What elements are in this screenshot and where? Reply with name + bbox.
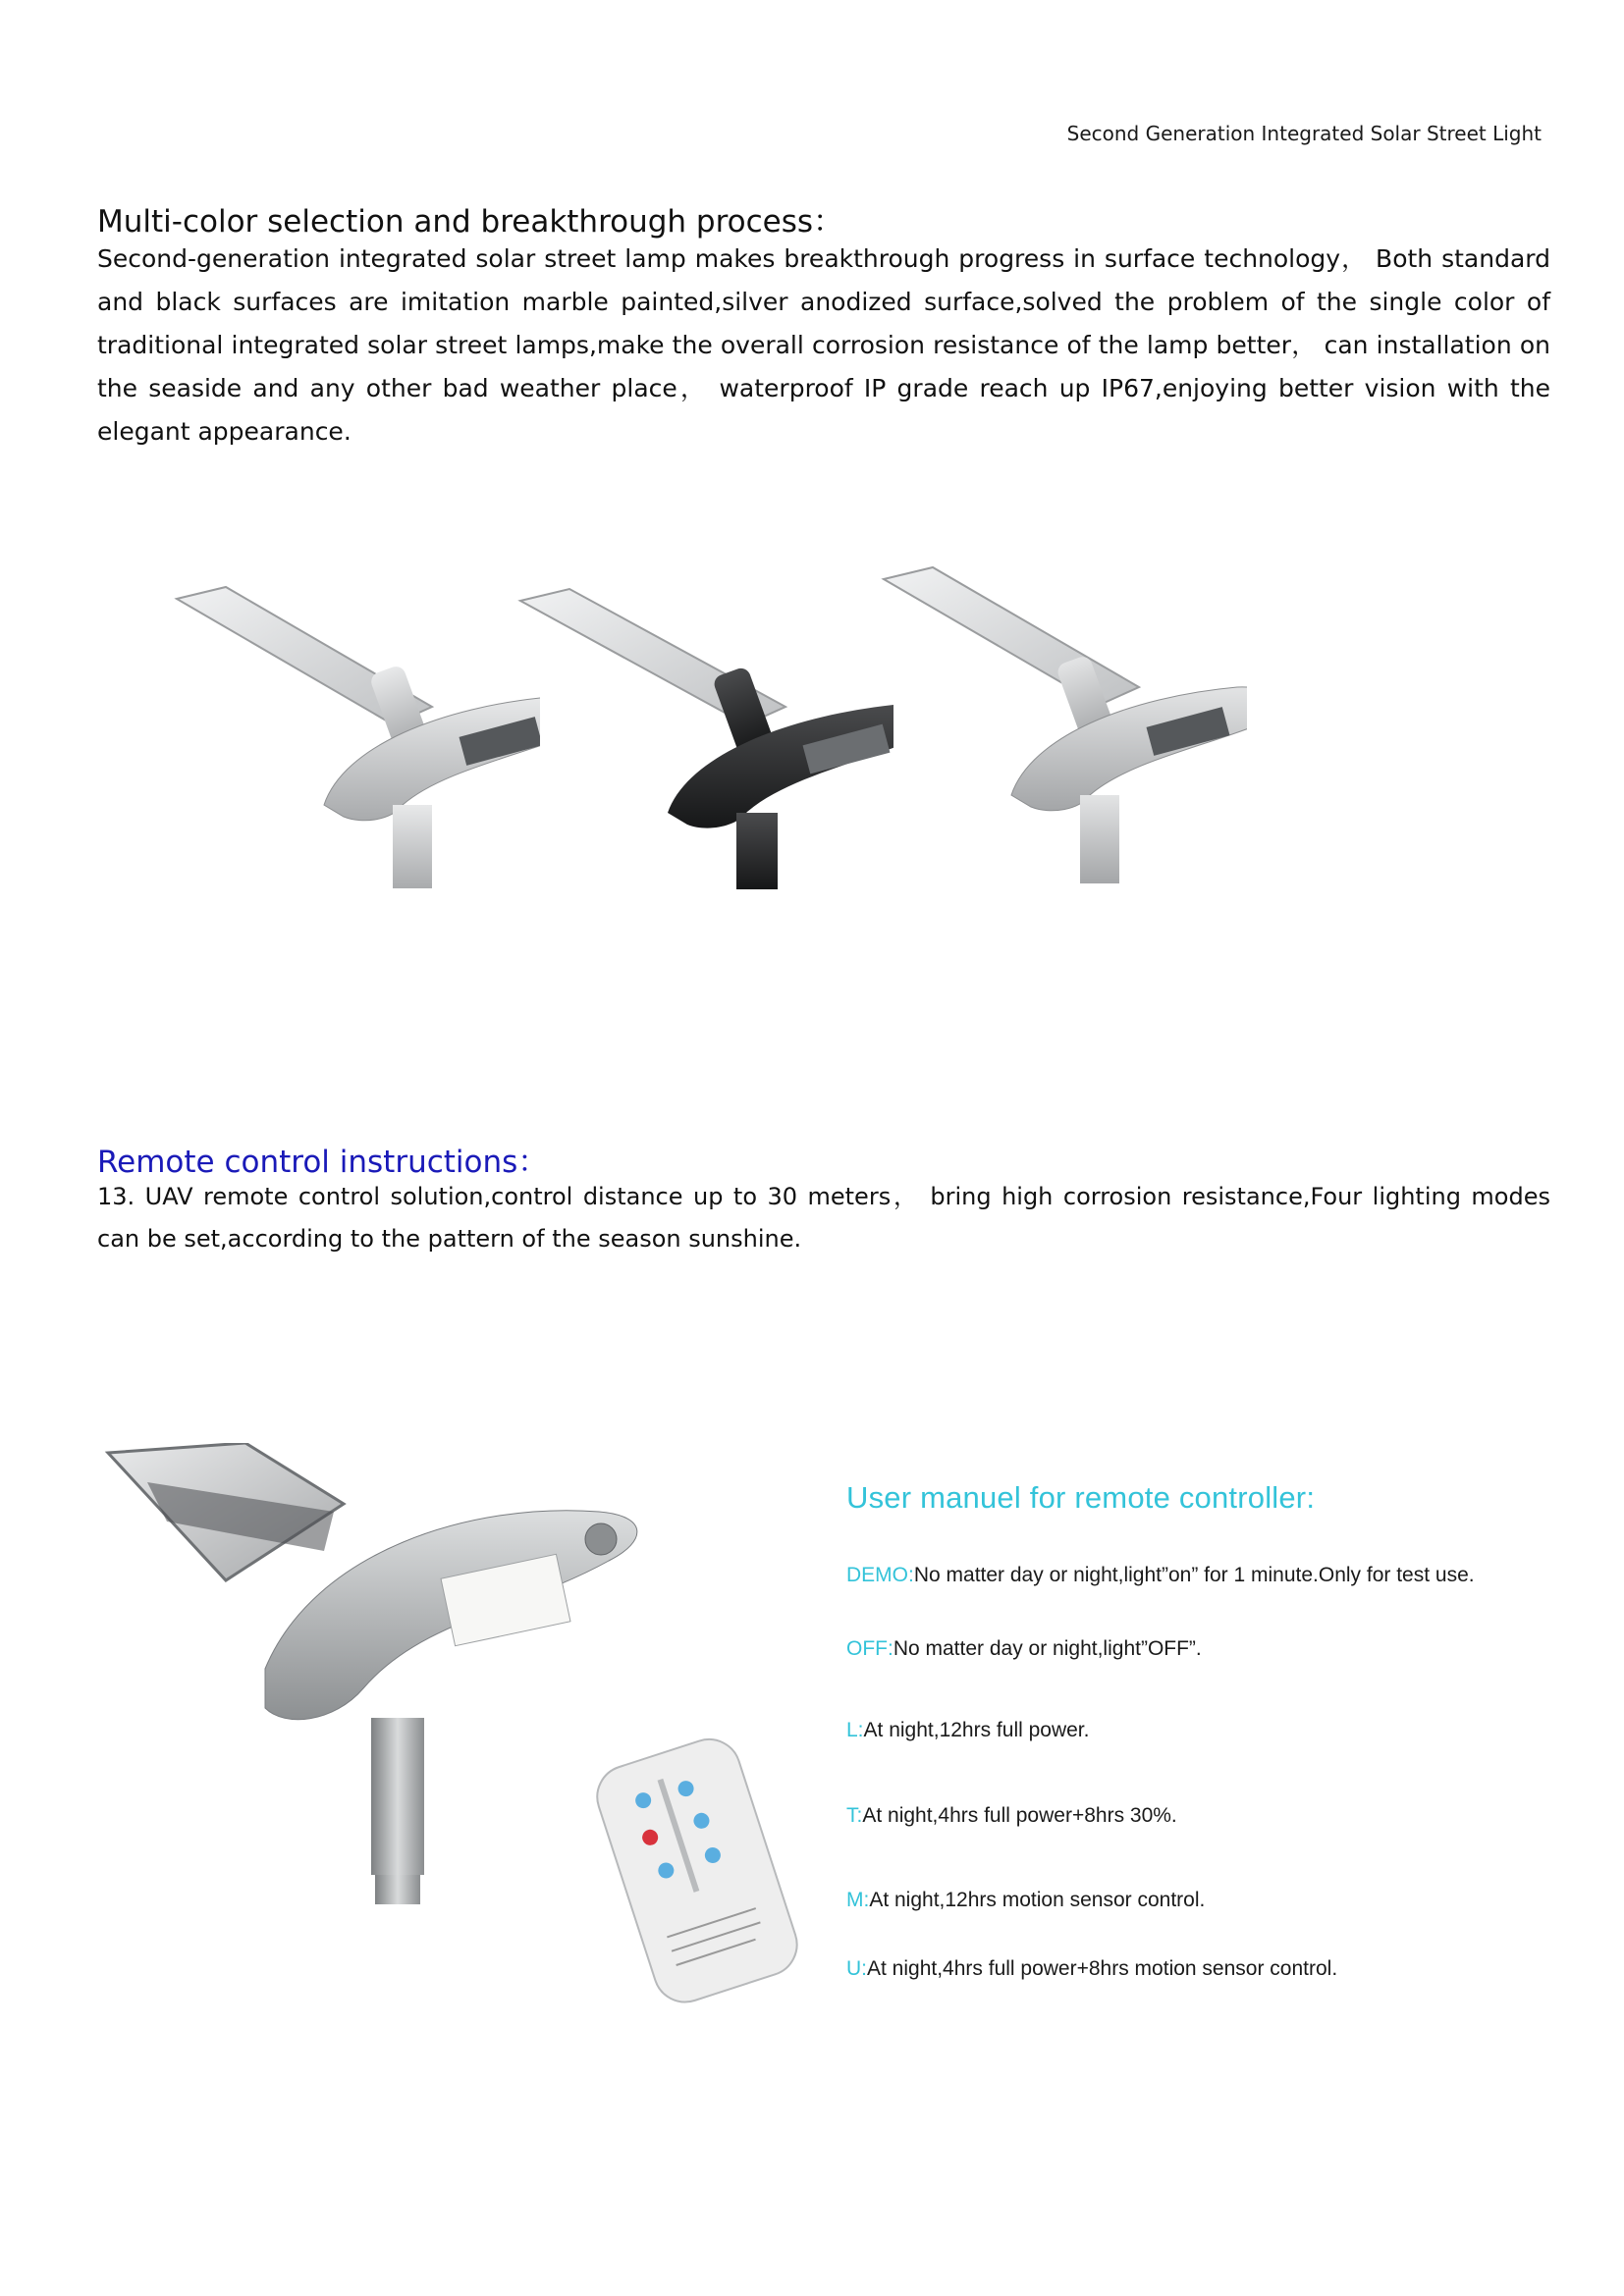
section-title-remote: Remote control instructions：	[97, 1145, 549, 1180]
manual-item-off	[846, 1637, 1202, 1661]
manual-item-demo	[846, 1564, 1475, 1587]
manual-code: M:	[846, 1889, 870, 1911]
manual-title: User manuel for remote controller:	[846, 1480, 1316, 1515]
manual-item-l	[846, 1719, 1089, 1742]
manual-item-m	[846, 1889, 1205, 1912]
manual-desc: At night,4hrs full power+8hrs motion sensor control.	[867, 1957, 1338, 1980]
manual-item-u	[846, 1957, 1337, 1981]
manual-desc: No matter day or night,light”on” for 1 minute.Only for test use.	[913, 1564, 1475, 1586]
black-lamp-image	[501, 560, 893, 893]
manual-code: U:	[846, 1957, 867, 1980]
remote-controller-manual	[846, 1480, 1553, 1980]
manual-code: T:	[846, 1804, 863, 1827]
silver-anodized-lamp-image	[854, 560, 1247, 893]
silver-lamp-image	[147, 560, 540, 893]
section-title-multicolor: Multi-color selection and breakthrough process：	[97, 204, 844, 240]
manual-code: DEMO:	[846, 1564, 914, 1586]
section-paragraph-multicolor: Second-generation integrated solar street lamp makes breakthrough progress in surface technology， Both standard and black surfaces are imitation marble painted,silver anodized surface,solved the problem of the single color of traditional integrated solar street lamps,make the overall corrosion resistance of the lamp better， can installation on the seaside and any other bad weather place， waterproof IP grade reach up IP67,enjoying better vision with the elegant appearance.	[97, 244, 1550, 446]
manual-desc: At night,4hrs full power+8hrs 30%.	[862, 1804, 1177, 1827]
manual-code: OFF:	[846, 1637, 893, 1660]
manual-desc: No matter day or night,light”OFF”.	[893, 1637, 1202, 1660]
lamp-color-variants	[147, 560, 1424, 893]
manual-code: L:	[846, 1719, 864, 1741]
section-paragraph-remote: 13. UAV remote control solution,control distance up to 30 meters， bring high corrosion resistance,Four lighting modes can be set,according to the pattern of the season sunshine.	[97, 1183, 1550, 1253]
manual-desc: At night,12hrs motion sensor control.	[869, 1889, 1206, 1911]
manual-item-t	[846, 1804, 1177, 1828]
lamp-with-remote-image	[98, 1443, 825, 2052]
manual-desc: At night,12hrs full power.	[863, 1719, 1090, 1741]
document-header-title: Second Generation Integrated Solar Street Light	[1066, 122, 1542, 145]
